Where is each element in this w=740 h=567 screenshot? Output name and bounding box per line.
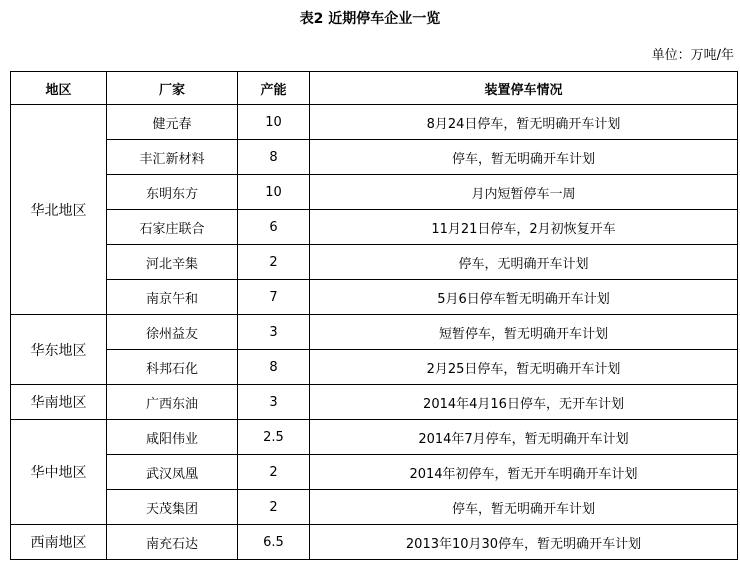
company-cell: 石家庄联合	[107, 210, 238, 245]
region-cell: 华中地区	[11, 420, 107, 525]
capacity-cell: 10	[238, 105, 310, 140]
status-cell: 5月6日停车暂无明确开车计划	[310, 280, 738, 315]
company-cell: 河北辛集	[107, 245, 238, 280]
company-cell: 东明东方	[107, 175, 238, 210]
status-cell: 2014年4月16日停车，无开车计划	[310, 385, 738, 420]
capacity-cell: 2	[238, 490, 310, 525]
header-status: 装置停车情况	[310, 72, 738, 105]
capacity-cell: 6.5	[238, 525, 310, 560]
table-row	[11, 385, 738, 420]
capacity-cell: 3	[238, 385, 310, 420]
region-cell: 华南地区	[11, 385, 107, 420]
company-cell: 丰汇新材料	[107, 140, 238, 175]
capacity-cell: 2	[238, 455, 310, 490]
status-cell: 2月25日停车，暂无明确开车计划	[310, 350, 738, 385]
table-row	[11, 350, 738, 385]
status-cell: 停车，暂无明确开车计划	[310, 490, 738, 525]
header-region: 地区	[11, 72, 107, 105]
capacity-cell: 2.5	[238, 420, 310, 455]
company-cell: 南京午和	[107, 280, 238, 315]
table-row	[11, 455, 738, 490]
company-cell: 健元春	[107, 105, 238, 140]
region-cell: 华东地区	[11, 315, 107, 385]
capacity-cell: 2	[238, 245, 310, 280]
region-cell: 西南地区	[11, 525, 107, 560]
header-capacity: 产能	[238, 72, 310, 105]
capacity-cell: 8	[238, 350, 310, 385]
capacity-cell: 6	[238, 210, 310, 245]
table-row	[11, 140, 738, 175]
company-cell: 广西东油	[107, 385, 238, 420]
status-cell: 11月21日停车，2月初恢复开车	[310, 210, 738, 245]
company-cell: 南充石达	[107, 525, 238, 560]
table-row	[11, 105, 738, 140]
status-cell: 短暂停车，暂无明确开车计划	[310, 315, 738, 350]
company-cell: 武汉凤凰	[107, 455, 238, 490]
status-cell: 停车，无明确开车计划	[310, 245, 738, 280]
region-cell: 华北地区	[11, 105, 107, 315]
company-cell: 咸阳伟业	[107, 420, 238, 455]
header-row	[11, 72, 738, 105]
status-cell: 2014年初停车，暂无开车明确开车计划	[310, 455, 738, 490]
capacity-cell: 8	[238, 140, 310, 175]
table-title: 表2 近期停车企业一览	[299, 11, 441, 27]
capacity-cell: 3	[238, 315, 310, 350]
status-cell: 8月24日停车，暂无明确开车计划	[310, 105, 738, 140]
table-row	[11, 245, 738, 280]
company-cell: 天茂集团	[107, 490, 238, 525]
status-cell: 2013年10月30停车，暂无明确开车计划	[310, 525, 738, 560]
company-cell: 科邦石化	[107, 350, 238, 385]
table-row	[11, 315, 738, 350]
shutdown-table	[10, 71, 738, 560]
table-body	[11, 105, 738, 560]
header-company: 厂家	[107, 72, 238, 105]
status-cell: 月内短暂停车一周	[310, 175, 738, 210]
table-row	[11, 210, 738, 245]
status-cell: 2014年7月停车，暂无明确开车计划	[310, 420, 738, 455]
capacity-cell: 7	[238, 280, 310, 315]
table-row	[11, 175, 738, 210]
capacity-cell: 10	[238, 175, 310, 210]
status-cell: 停车，暂无明确开车计划	[310, 140, 738, 175]
table-row	[11, 280, 738, 315]
company-cell: 徐州益友	[107, 315, 238, 350]
table-row	[11, 420, 738, 455]
unit-label: 单位：万吨/年	[651, 48, 734, 63]
table-row	[11, 490, 738, 525]
table-row	[11, 525, 738, 560]
